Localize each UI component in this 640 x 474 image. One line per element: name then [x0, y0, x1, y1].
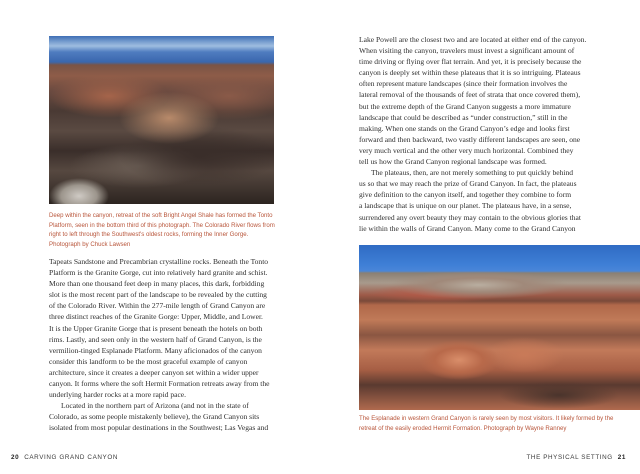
text-line: underlying harder rocks at a more rapid pace.: [49, 390, 187, 400]
text-line: architecture, since it creates a deeper canyon set within a wider upper: [49, 367, 259, 377]
right-page: [320, 0, 640, 474]
text-line: Colorado, as some people mistakenly believe), the Grand Canyon sits: [49, 412, 260, 422]
text-line: canyon is deeply set within these plateaus that it is so intriguing. Plateaus: [359, 68, 581, 78]
text-line: but the extreme depth of the Grand Canyon suggests a more immature: [359, 101, 571, 111]
body-text-right: [359, 34, 595, 234]
text-line: isolated from most popular destinations in the Southwest; Las Vegas and: [49, 423, 269, 433]
text-line: Located in the northern part of Arizona (and not in the state of: [61, 401, 249, 411]
page-footer-right: [526, 454, 626, 461]
paragraph: [49, 256, 281, 400]
running-head: CARVING GRAND CANYON: [24, 454, 118, 461]
photo-caption-right: The Esplanade in western Grand Canyon is rarely seen by most visitors. It likely formed by the retreat of the easily eroded Hermit Formation. Photograph by Wayne Ranney: [359, 415, 614, 432]
text-line: time driving or flying over flat terrain. And yet, it is precisely because the: [359, 57, 582, 67]
text-line: often represent mature landscapes (since their formation involves the: [359, 79, 568, 89]
photo-esplanade: [359, 245, 640, 410]
text-line: forward and then backward, two vastly different landscapes are seen, one: [359, 134, 581, 144]
text-line: very much vertical and the other very much horizontal. Combined they: [359, 145, 574, 155]
photo-caption-left: Deep within the canyon, retreat of the soft Bright Angel Shale has formed the Tonto Platform, seen in the bottom third of this photograph. The Colorado River flows from right to left through the Southwest's oldest rocks, forming the Inner Gorge. Photograph by Chuck Lawsen: [49, 212, 275, 249]
text-line: Lake Powell are the closest two and are located at either end of the canyon.: [359, 35, 587, 44]
text-line: consider this landform to be the most graceful example of canyon: [49, 356, 248, 366]
text-line: vermilion-tinged Esplanade Platform. Many aficionados of the canyon: [49, 345, 262, 355]
text-line: lateral removal of the thousands of feet of strata that once covered them),: [359, 90, 581, 100]
text-line: canyon. It forms where the soft Hermit Formation retreats away from the: [49, 379, 270, 389]
running-head: THE PHYSICAL SETTING: [526, 454, 613, 461]
text-line: Tapeats Sandstone and Precambrian crystalline rocks. Beneath the Tonto: [49, 257, 269, 266]
text-line: landscape that could be described as “under construction,” still in the: [359, 112, 568, 122]
text-line: making. When one stands on the Grand Canyon’s edge and looks first: [359, 123, 570, 133]
page-footer-left: [11, 454, 118, 461]
text-line: a landscape that is unique on our planet. The plateaus have, in a sense,: [359, 201, 572, 211]
photo-canyon-tonto-platform: [49, 36, 274, 204]
text-line: The plateaus, then, are not merely something to put quickly behind: [371, 168, 574, 178]
text-line: lie within the walls of Grand Canyon. Many come to the Grand Canyon: [359, 223, 576, 233]
text-line: of the Colorado River. Within the 277-mile length of Grand Canyon are: [49, 301, 266, 311]
text-line: give definition to the canyon itself, and together they combine to form: [359, 190, 572, 200]
text-line: More than one thousand feet deep in many places, this dark, forbidding: [49, 279, 265, 289]
paragraph: [359, 34, 595, 167]
body-text-left: [49, 256, 281, 434]
text-line: Platform is the Granite Gorge, cut into relatively hard granite and schist.: [49, 268, 268, 278]
page-number: 21: [617, 454, 626, 461]
text-line: tell us how the Grand Canyon regional landscape was formed.: [359, 157, 547, 167]
text-line: slot is the most recent part of the landscape to be revealed by the cutting: [49, 290, 267, 300]
text-line: three distinct reaches of the Granite Gorge: Upper, Middle, and Lower.: [49, 312, 263, 322]
text-line: It is the Upper Granite Gorge that is present beneath the hotels on both: [49, 323, 263, 333]
text-line: us so that we may reach the prize of Grand Canyon. In fact, the plateaus: [359, 179, 577, 189]
text-line: When visiting the canyon, travelers must invest a significant amount of: [359, 46, 575, 56]
text-line: surrendered any overt beauty they may contain to the obvious glories that: [359, 212, 581, 222]
text-line: rims. Lastly, and seen only in the western half of Grand Canyon, is the: [49, 334, 262, 344]
paragraph: [359, 167, 595, 234]
paragraph: [49, 400, 281, 433]
page-number: 20: [11, 454, 20, 461]
